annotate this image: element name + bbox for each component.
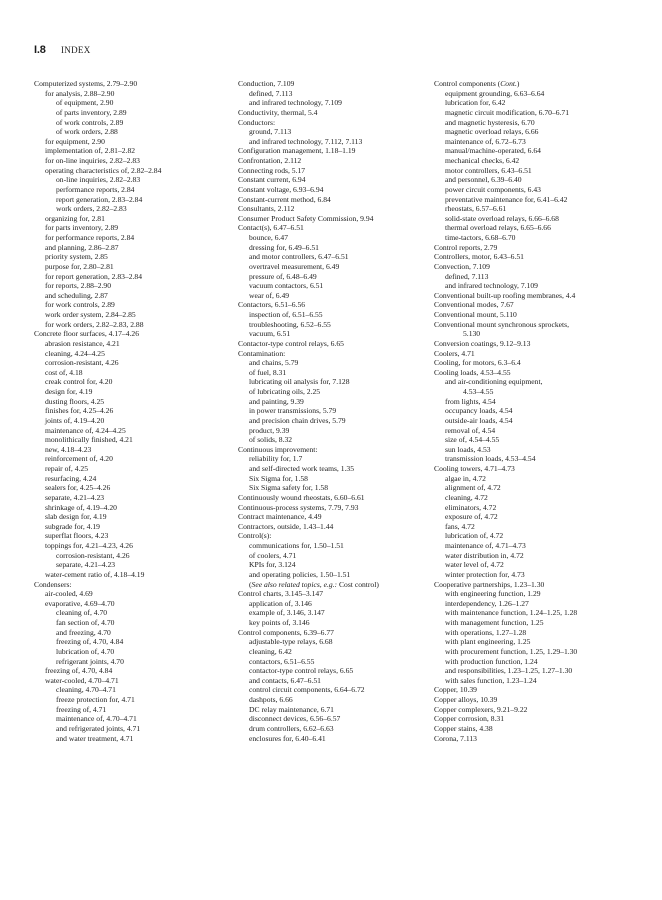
index-subentry: sealers for, 4.25–4.26 <box>45 483 111 493</box>
index-subentry: toppings for, 4.21–4.23, 4.26 <box>45 541 133 550</box>
index-subentry: and infrared technology, 7.109 <box>249 98 342 108</box>
index-subentry: occupancy loads, 4.54 <box>445 406 513 416</box>
index-subentry: fans, 4.72 <box>445 521 475 531</box>
index-subentry: implementation of, 2.81–2.82 <box>45 146 136 156</box>
index-subentry: with operations, 1.27–1.28 <box>445 627 527 637</box>
index-subentry: subgrade for, 4.19 <box>45 521 100 531</box>
index-subentry: water distribution in, 4.72 <box>445 550 524 560</box>
index-entry: Copper corrosion, 8.31 <box>434 714 505 724</box>
entry-text: ) <box>516 79 520 88</box>
index-subentry: purpose for, 2.80–2.81 <box>45 261 114 271</box>
index-subentry: for performance reports, 2.84 <box>45 233 135 242</box>
index-column-3 <box>434 79 644 743</box>
running-title: INDEX <box>61 45 91 55</box>
index-entry: Control(s): <box>238 531 272 541</box>
index-subentry: time-tactors, 6.68–6.70 <box>445 233 516 242</box>
index-subentry: for parts inventory, 2.89 <box>45 223 119 233</box>
index-subentry: new, 4.18–4.23 <box>45 444 92 454</box>
entry-text: ( <box>249 579 252 589</box>
index-subentry: enclosures for, 6.40–6.41 <box>249 733 326 743</box>
index-subentry: and infrared technology, 7.109 <box>445 281 538 291</box>
index-subentry: adjustable-type relays, 6.68 <box>249 637 333 647</box>
index-subentry: of parts inventory, 2.89 <box>56 107 127 117</box>
index-subentry: monolithically finished, 4.21 <box>45 435 133 445</box>
index-subentry: freezing of, 4.71 <box>56 704 107 714</box>
index-entry: Conductivity, thermal, 5.4 <box>238 107 318 117</box>
index-subentry: communications for, 1.50–1.51 <box>249 541 344 550</box>
entry-italic-text: See also related topics, e.g.: <box>251 579 338 589</box>
index-subentry: 4.53–4.55 <box>463 387 494 396</box>
index-subentry: cleaning, 4.70–4.71 <box>56 685 116 695</box>
index-subentry: eliminators, 4.72 <box>445 502 497 512</box>
index-entry: Cooling towers, 4.71–4.73 <box>434 464 515 473</box>
index-subentry: of lubricating oils, 2.25 <box>249 387 321 396</box>
entry-italic-text: Cont. <box>500 79 517 88</box>
index-subentry: for on-line inquiries, 2.82–2.83 <box>45 156 140 165</box>
index-subentry: transmission loads, 4.53–4.54 <box>445 454 536 464</box>
index-subentry: application of, 3.146 <box>249 598 312 608</box>
index-subentry: water-cement ratio of, 4.18–4.19 <box>45 569 145 579</box>
index-entry: Contamination: <box>238 348 286 358</box>
index-entry: Copper stains, 4.38 <box>434 723 493 733</box>
index-subentry: mechanical checks, 6.42 <box>445 156 520 165</box>
index-entry: Cooling loads, 4.53–4.55 <box>434 367 511 377</box>
index-subentry: with maintenance function, 1.24–1.25, 1.28 <box>445 608 578 618</box>
index-subentry: Six Sigma for, 1.58 <box>249 473 308 483</box>
index-subentry: of work controls, 2.89 <box>56 117 124 127</box>
index-subentry: rheostats, 6.57–6.61 <box>445 204 507 214</box>
index-subentry: and air-conditioning equipment, <box>445 377 543 387</box>
index-entry: Configuration management, 1.18–1.19 <box>238 146 356 156</box>
index-subentry: pressure of, 6.48–6.49 <box>249 271 317 281</box>
index-column-1 <box>34 79 224 743</box>
index-subentry: magnetic overload relays, 6.66 <box>445 127 539 137</box>
index-subentry: interdependency, 1.26–1.27 <box>445 598 529 608</box>
index-subentry: key points of, 3.146 <box>249 618 310 627</box>
index-subentry: preventative maintenance for, 6.41–6.42 <box>445 194 568 204</box>
index-subentry: wear of, 6.49 <box>249 290 290 300</box>
index-subentry: lubrication of, 4.70 <box>56 646 115 656</box>
index-subentry: vacuum, 6.51 <box>249 329 291 339</box>
index-subentry: report generation, 2.83–2.84 <box>56 194 143 204</box>
entry-text: Cost control) <box>337 579 379 589</box>
index-entry: Concrete floor surfaces, 4.17–4.26 <box>34 329 140 339</box>
index-subentry: and scheduling, 2.87 <box>45 290 108 300</box>
index-subentry: defined, 7.113 <box>445 271 489 281</box>
index-subentry: dashpots, 6.66 <box>249 695 293 704</box>
index-subentry: creak control for, 4.20 <box>45 377 113 387</box>
index-subentry: product, 9.39 <box>249 425 290 435</box>
index-entry: Conventional built-up roofing membranes, 4.4 <box>434 290 576 300</box>
index-subentry: organizing for, 2.81 <box>45 213 105 223</box>
index-subentry: water-cooled, 4.70–4.71 <box>45 675 119 685</box>
index-entry: Condensers: <box>34 579 72 589</box>
index-subentry: contactor-type control relays, 6.65 <box>249 666 354 676</box>
index-subentry: exposure of, 4.72 <box>445 512 498 522</box>
index-entry: Conventional modes, 7.67 <box>434 300 514 310</box>
index-subentry: dressing for, 6.49–6.51 <box>249 242 319 252</box>
index-subentry: and motor controllers, 6.47–6.51 <box>249 252 349 262</box>
index-subentry: performance reports, 2.84 <box>56 184 135 194</box>
index-subentry: freeze protection for, 4.71 <box>56 695 135 704</box>
index-entry: Controllers, motor, 6.43–6.51 <box>434 252 524 262</box>
index-column-2 <box>238 79 428 743</box>
index-subentry: cleaning, 6.42 <box>249 646 292 656</box>
index-subentry: in power transmissions, 5.79 <box>249 406 337 416</box>
index-entry: Conversion coatings, 9.12–9.13 <box>434 338 531 348</box>
index-subentry: of coolers, 4.71 <box>249 550 297 560</box>
index-subentry: defined, 7.113 <box>249 88 293 98</box>
index-subentry: repair of, 4.25 <box>45 464 89 473</box>
index-entry: Constant-current method, 6.84 <box>238 194 331 204</box>
index-subentry: shrinkage of, 4.19–4.20 <box>45 502 117 512</box>
index-subentry: superflat floors, 4.23 <box>45 531 109 541</box>
index-entry: Control charts, 3.145–3.147 <box>238 589 323 599</box>
index-subentry: vacuum contactors, 6.51 <box>249 281 324 291</box>
index-subentry: lubricating oil analysis for, 7.128 <box>249 377 350 387</box>
index-subentry: for work controls, 2.89 <box>45 300 115 310</box>
index-subentry: disconnect devices, 6.56–6.57 <box>249 714 341 724</box>
index-subentry: power circuit components, 6.43 <box>445 184 541 194</box>
index-subentry: Six Sigma safety for, 1.58 <box>249 483 328 493</box>
index-subentry: drum controllers, 6.62–6.63 <box>249 723 334 733</box>
index-subentry: bounce, 6.47 <box>249 233 289 242</box>
index-subentry: and infrared technology, 7.112, 7.113 <box>249 136 363 146</box>
index-entry <box>434 79 644 89</box>
index-subentry: and operating policies, 1.50–1.51 <box>249 569 351 579</box>
index-entry: Control reports, 2.79 <box>434 242 498 252</box>
index-entry: Consumer Product Safety Commission, 9.94 <box>238 213 374 223</box>
index-subentry: and responsibilities, 1.23–1.25, 1.27–1.30 <box>445 666 573 676</box>
index-subentry: air-cooled, 4.69 <box>45 589 93 599</box>
index-subentry: and magnetic hysteresis, 6.70 <box>445 117 535 127</box>
index-subentry: for report generation, 2.83–2.84 <box>45 271 143 281</box>
index-subentry: lubrication of, 4.72 <box>445 531 504 541</box>
index-subentry: and refrigerated joints, 4.71 <box>56 723 141 733</box>
index-subentry: work orders, 2.82–2.83 <box>56 204 127 214</box>
index-subentry: cost of, 4.18 <box>45 367 83 377</box>
index-subentry: and self-directed work teams, 1.35 <box>249 464 355 473</box>
index-subentry: for analysis, 2.88–2.90 <box>45 88 115 98</box>
index-subentry: winter protection for, 4.73 <box>445 569 525 579</box>
index-subentry: of equipment, 2.90 <box>56 98 114 108</box>
index-subentry: ground, 7.113 <box>249 127 292 137</box>
index-subentry: cleaning, 4.24–4.25 <box>45 348 105 358</box>
index-subentry: maintenance of, 4.24–4.25 <box>45 425 126 435</box>
index-subentry: and freezing, 4.70 <box>56 627 111 637</box>
index-subentry: alignment of, 4.72 <box>445 483 501 493</box>
index-entry: Copper complexers, 9.21–9.22 <box>434 704 528 714</box>
index-subentry: KPIs for, 3.124 <box>249 560 296 570</box>
index-subentry <box>238 580 428 590</box>
index-entry: Confrontation, 2.112 <box>238 156 302 165</box>
index-subentry: and chains, 5.79 <box>249 358 299 368</box>
index-entry: Constant voltage, 6.93–6.94 <box>238 184 324 194</box>
index-subentry: and water treatment, 4.71 <box>56 733 134 743</box>
index-subentry: troubleshooting, 6.52–6.55 <box>249 319 331 329</box>
index-subentry: of solids, 8.32 <box>249 435 293 445</box>
index-subentry: thermal overload relays, 6.65–6.66 <box>445 223 551 233</box>
page-number: I.8 <box>34 44 46 56</box>
index-subentry: outside-air loads, 4.54 <box>445 415 513 425</box>
index-subentry: control circuit components, 6.64–6.72 <box>249 685 365 695</box>
index-subentry: on-line inquiries, 2.82–2.83 <box>56 175 141 185</box>
index-entry: Contactor-type control relays, 6.65 <box>238 338 344 348</box>
index-subentry: corrosion-resistant, 4.26 <box>56 550 130 560</box>
index-subentry: DC relay maintenance, 6.71 <box>249 704 334 714</box>
index-subentry: operating characteristics of, 2.82–2.84 <box>45 165 162 175</box>
index-subentry: for reports, 2.88–2.90 <box>45 281 112 291</box>
index-entry: Corona, 7.113 <box>434 733 477 743</box>
index-subentry: with engineering function, 1.29 <box>445 589 541 599</box>
index-subentry: refrigerant joints, 4.70 <box>56 656 124 666</box>
index-subentry: motor controllers, 6.43–6.51 <box>445 165 532 175</box>
index-subentry: maintenance of, 6.72–6.73 <box>445 136 526 146</box>
index-subentry: freezing of, 4.70, 4.84 <box>45 666 113 676</box>
index-subentry: overtravel measurement, 6.49 <box>249 261 340 271</box>
index-subentry: priority system, 2.85 <box>45 252 108 262</box>
index-subentry: work order system, 2.84–2.85 <box>45 310 136 319</box>
index-subentry: design for, 4.19 <box>45 387 93 396</box>
index-subentry: dusting floors, 4.25 <box>45 396 105 406</box>
index-subentry: evaporative, 4.69–4.70 <box>45 598 115 608</box>
index-subentry: algae in, 4.72 <box>445 473 486 483</box>
index-subentry: of fuel, 8.31 <box>249 367 287 377</box>
index-entry: Conduction, 7.109 <box>238 79 295 88</box>
index-entry: Contactors, 6.51–6.56 <box>238 300 306 310</box>
index-entry: Constant current, 6.94 <box>238 175 306 185</box>
index-subentry: from lights, 4.54 <box>445 396 496 406</box>
index-subentry: for equipment, 2.90 <box>45 136 105 146</box>
index-subentry: 5.130 <box>463 329 481 339</box>
index-entry: Continuous improvement: <box>238 444 318 454</box>
index-subentry: and planning, 2.86–2.87 <box>45 242 119 252</box>
index-subentry: separate, 4.21–4.23 <box>56 560 116 570</box>
index-subentry: and painting, 9.39 <box>249 396 304 406</box>
index-subentry: inspection of, 6.51–6.55 <box>249 310 323 319</box>
index-subentry: maintenance of, 4.70–4.71 <box>56 714 137 724</box>
index-entry: Connecting rods, 5.17 <box>238 165 306 175</box>
index-subentry: cleaning, 4.72 <box>445 492 488 502</box>
index-entry: Copper, 10.39 <box>434 685 477 695</box>
index-subentry: with management function, 1.25 <box>445 618 544 627</box>
index-subentry: and personnel, 6.39–6.40 <box>445 175 522 185</box>
index-entry: Contract maintenance, 4.49 <box>238 512 322 522</box>
index-subentry: fan section of, 4.70 <box>56 618 115 627</box>
index-entry: Contact(s), 6.47–6.51 <box>238 223 304 233</box>
index-subentry: water level of, 4.72 <box>445 560 504 570</box>
index-subentry: lubrication for, 6.42 <box>445 98 506 108</box>
index-entry: Contractors, outside, 1.43–1.44 <box>238 521 334 531</box>
index-entry: Convection, 7.109 <box>434 261 490 271</box>
index-subentry: for work orders, 2.82–2.83, 2.88 <box>45 319 144 329</box>
index-subentry: removal of, 4.54 <box>445 425 496 435</box>
index-subentry: size of, 4.54–4.55 <box>445 435 500 445</box>
index-subentry: cleaning of, 4.70 <box>56 608 108 618</box>
index-entry: Continuous-process systems, 7.79, 7.93 <box>238 502 359 512</box>
index-entry: Control components, 6.39–6.77 <box>238 627 334 637</box>
index-subentry: slab design for, 4.19 <box>45 512 107 522</box>
index-entry: Consultants, 2.112 <box>238 204 295 214</box>
index-subentry: reinforcement of, 4.20 <box>45 454 113 464</box>
index-subentry: finishes for, 4.25–4.26 <box>45 406 114 416</box>
index-subentry: and precision chain drives, 5.79 <box>249 415 346 425</box>
entry-text: Control components ( <box>434 79 501 88</box>
index-subentry: freezing of, 4.70, 4.84 <box>56 637 124 647</box>
index-subentry: resurfacing, 4.24 <box>45 473 97 483</box>
index-subentry: sun loads, 4.53 <box>445 444 491 454</box>
index-entry: Conventional mount, 5.110 <box>434 310 517 319</box>
index-entry: Continuously wound rheostats, 6.60–6.61 <box>238 492 365 502</box>
index-subentry: corrosion-resistant, 4.26 <box>45 358 119 368</box>
index-subentry: equipment grounding, 6.63–6.64 <box>445 88 545 98</box>
index-entry: Cooling, for motors, 6.3–6.4 <box>434 358 521 368</box>
index-subentry: with production function, 1.24 <box>445 656 538 666</box>
index-subentry: with procurement function, 1.25, 1.29–1.30 <box>445 646 578 656</box>
index-entry: Conductors: <box>238 117 276 127</box>
index-subentry: solid-state overload relays, 6.66–6.68 <box>445 213 559 223</box>
index-entry: Computerized systems, 2.79–2.90 <box>34 79 138 88</box>
index-subentry: separate, 4.21–4.23 <box>45 492 105 502</box>
index-subentry: with plant engineering, 1.25 <box>445 637 531 647</box>
index-subentry: contactors, 6.51–6.55 <box>249 656 315 666</box>
index-subentry: and contacts, 6.47–6.51 <box>249 675 321 685</box>
index-subentry: magnetic circuit modification, 6.70–6.71 <box>445 107 569 117</box>
index-subentry: with sales function, 1.23–1.24 <box>445 675 537 685</box>
index-subentry: reliability for, 1.7 <box>249 454 303 464</box>
index-entry: Conventional mount synchronous sprockets, <box>434 319 569 329</box>
index-subentry: manual/machine-operated, 6.64 <box>445 146 541 156</box>
index-entry: Cooperative partnerships, 1.23–1.30 <box>434 579 545 589</box>
index-entry: Coolers, 4.71 <box>434 348 475 358</box>
index-subentry: maintenance of, 4.71–4.73 <box>445 541 526 550</box>
index-subentry: joints of, 4.19–4.20 <box>45 415 105 425</box>
index-entry: Copper alloys, 10.39 <box>434 695 498 704</box>
index-subentry: example of, 3.146, 3.147 <box>249 608 325 618</box>
index-subentry: abrasion resistance, 4.21 <box>45 338 120 348</box>
index-subentry: of work orders, 2.88 <box>56 127 118 137</box>
